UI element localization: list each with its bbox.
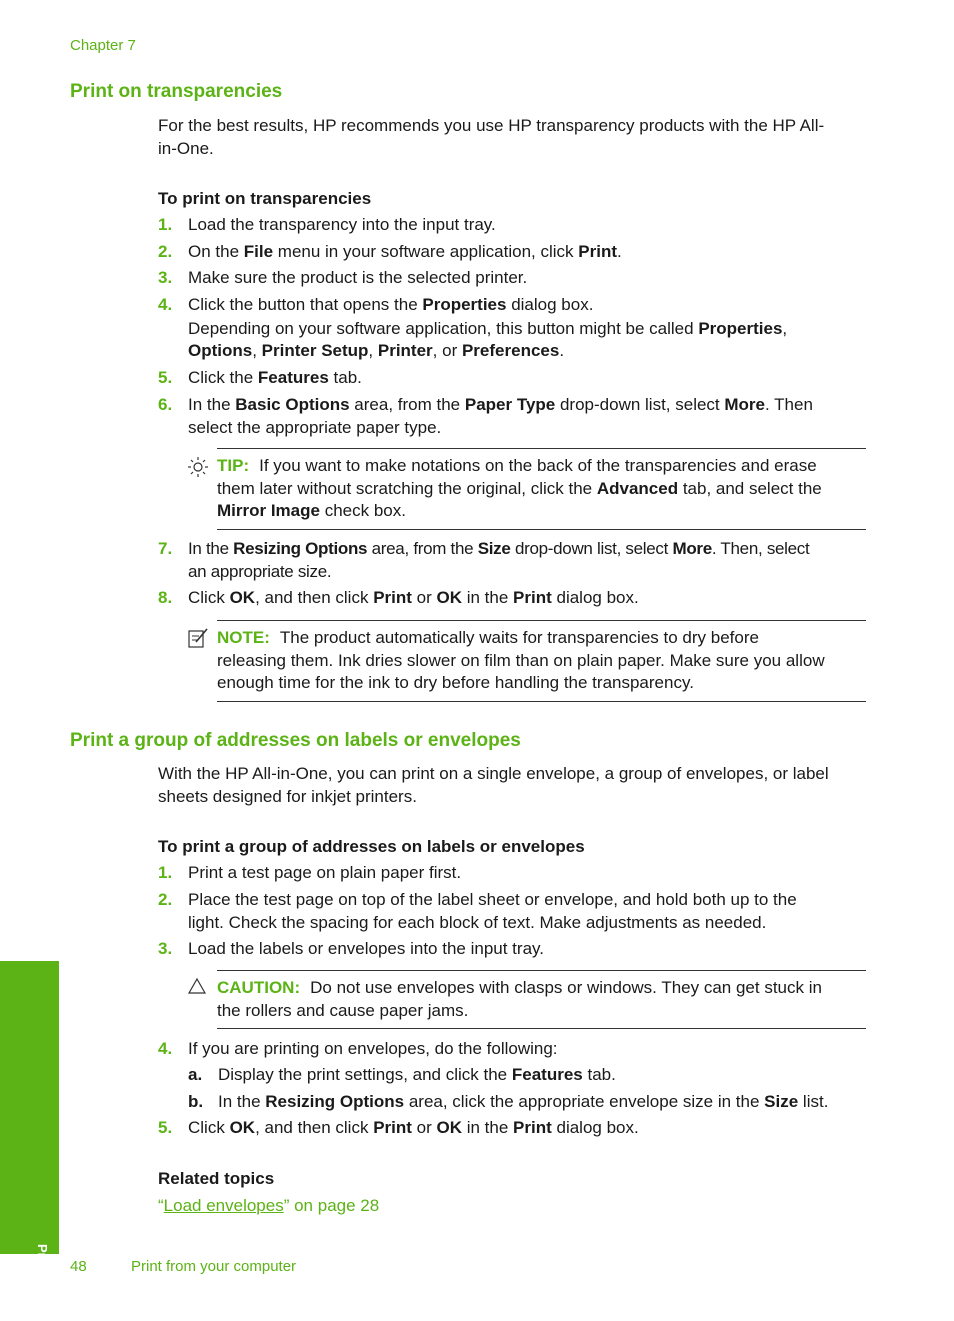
step-number: 1. — [158, 215, 173, 234]
note-pencil-icon — [187, 627, 209, 654]
step-2: 2. Place the test page on top of the label sheet or envelope, and hold both up to the light. Check the spacing for each block of text. Make adjustments as needed. — [158, 890, 797, 932]
step-number: 3. — [158, 939, 173, 958]
step-number: 5. — [158, 368, 173, 387]
caution-box: CAUTION: Do not use envelopes with clasps or windows. They can get stuck in the rollers and cause paper jams. — [217, 970, 866, 1029]
step-5: 5. Click the Features tab. — [158, 367, 868, 390]
page-number: 48 — [70, 1258, 87, 1275]
chapter-label: Chapter 7 — [70, 37, 136, 54]
section-title-labels-envelopes: Print a group of addresses on labels or envelopes — [70, 730, 521, 751]
section-title-transparencies: Print on transparencies — [70, 81, 283, 102]
step-number: 6. — [158, 395, 173, 414]
caution-triangle-icon — [187, 977, 207, 1000]
procedure-title-2: To print a group of addresses on labels or envelopes — [158, 837, 585, 856]
step-5: 5. Click OK, and then click Print or OK in the Print dialog box. — [158, 1117, 868, 1140]
step-number: 2. — [158, 242, 173, 261]
step-4 — [158, 1038, 868, 1061]
intro-line-2: in-One. — [158, 139, 214, 158]
step-4-detail: Depending on your software application, this button might be called Properties, Options, Printer Setup, Printer, or Preferences. — [188, 318, 788, 360]
step-text: Load the transparency into the input tray. — [188, 215, 496, 234]
note-label: NOTE: — [217, 628, 270, 647]
step-4: 4. Click the button that opens the Properties dialog box. Depending on your software application, this button might be called Properties, Options, Printer Setup, Printer, or Preferences. — [158, 294, 868, 363]
intro-paragraph — [158, 114, 868, 160]
step-text: Make sure the product is the selected printer. — [188, 268, 528, 287]
side-tab-label: Print — [35, 1244, 50, 1274]
step-number: 3. — [158, 268, 173, 287]
step-8: 8. Click OK, and then click Print or OK in the Print dialog box. — [158, 587, 868, 610]
step-3 — [158, 938, 868, 961]
step-text: Print a test page on plain paper first. — [188, 863, 462, 882]
caution-label: CAUTION: — [217, 978, 301, 997]
intro-paragraph-2: With the HP All-in-One, you can print on a single envelope, a group of envelopes, or label sheets designed for inkjet printers. — [158, 764, 829, 806]
intro-line-1: For the best results, HP recommends you use HP transparency products with the HP All- — [158, 116, 825, 135]
step-number: 7. — [158, 539, 173, 558]
tip-lightbulb-icon — [187, 456, 209, 483]
step-3 — [158, 267, 868, 290]
related-topics-title: Related topics — [158, 1169, 275, 1188]
tip-label: TIP: — [217, 456, 250, 475]
step-number: 8. — [158, 588, 173, 607]
step-number: 4. — [158, 295, 173, 314]
step-2: 2. On the File menu in your software application, click Print. — [158, 241, 868, 264]
procedure-title: To print on transparencies — [158, 189, 372, 208]
step-1 — [158, 214, 868, 237]
note-box: NOTE: The product automatically waits for transparencies to dry before releasing them. Ink dries slower on film than on plain paper. Make sure you allow enough time for the ink to dry before handling the transparency. — [217, 620, 866, 702]
step-number: 5. — [158, 1118, 173, 1137]
load-envelopes-link[interactable]: Load envelopes — [163, 1196, 284, 1215]
tip-box: TIP: If you want to make notations on the back of the transparencies and erase them later without scratching the original, click the Advanced tab, and select the Mirror Image check box. — [217, 448, 866, 530]
step-6: 6. In the Basic Options area, from the Paper Type drop-down list, select More. Then select the appropriate paper type. — [158, 395, 813, 437]
side-tab — [0, 961, 59, 1274]
related-topic-link[interactable]: “Load envelopes” on page 28 — [158, 1196, 380, 1215]
substep-a: a. Display the print settings, and click the Features tab. — [188, 1065, 616, 1084]
step-1 — [158, 862, 868, 885]
step-number: 1. — [158, 863, 173, 882]
step-number: 4. — [158, 1039, 173, 1058]
step-text: If you are printing on envelopes, do the following: — [188, 1039, 558, 1058]
substep-b: b. In the Resizing Options area, click the appropriate envelope size in the Size list. — [188, 1092, 829, 1111]
step-7: 7. In the Resizing Options area, from the Size drop-down list, select More. Then, select an appropriate size. — [158, 539, 810, 581]
step-text: Load the labels or envelopes into the input tray. — [188, 939, 544, 958]
step-number: 2. — [158, 890, 173, 909]
footer-title: Print from your computer — [131, 1258, 297, 1275]
